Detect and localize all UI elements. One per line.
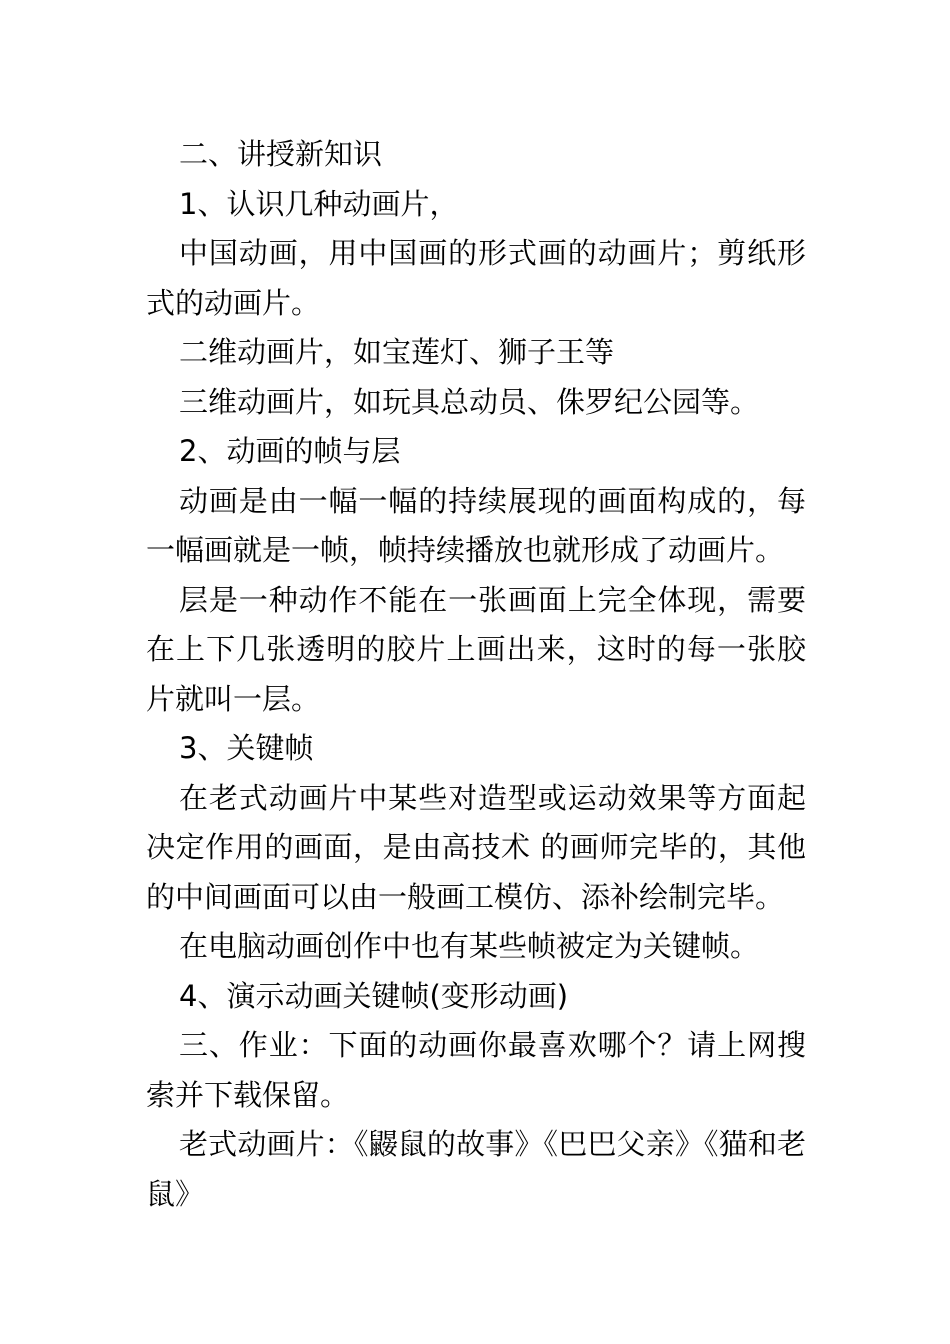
section-heading-homework: 三、作业：下面的动画你最喜欢哪个？请上网搜索并下载保留。 bbox=[146, 1028, 806, 1112]
item-heading-demo: 4、演示动画关键帧(变形动画) bbox=[179, 978, 569, 1013]
paragraph-frame-definition: 动画是由一幅一幅的持续展现的画面构成的，每一幅画就是一帧，帧持续播放也就形成了动画片。 bbox=[146, 483, 806, 567]
item-heading-frames-layers: 2、动画的帧与层 bbox=[179, 434, 401, 468]
paragraph-2d-animation: 二维动画片，如宝莲灯、狮子王等 bbox=[179, 335, 615, 369]
item-heading-animation-types: 1、认识几种动画片， bbox=[179, 186, 459, 221]
paragraph-3d-animation: 三维动画片，如玩具总动员、侏罗纪公园等。 bbox=[179, 384, 760, 419]
paragraph-classic-cartoons: 老式动画片：《鼹鼠的故事》《巴巴父亲》《猫和老鼠》 bbox=[146, 1127, 806, 1211]
paragraph-keyframe-computer: 在电脑动画创作中也有某些帧被定为关键帧。 bbox=[179, 929, 760, 963]
section-heading-new-knowledge: 二、讲授新知识 bbox=[179, 137, 383, 171]
document-body bbox=[146, 130, 806, 1219]
paragraph-layer-definition: 层是一种动作不能在一张画面上完全体现，需要在上下几张透明的胶片上画出来，这时的每一张胶片就叫一层。 bbox=[146, 582, 806, 716]
item-heading-keyframe: 3、关键帧 bbox=[179, 731, 314, 765]
paragraph-chinese-animation: 中国动画，用中国画的形式画的动画片；剪纸形式的动画片。 bbox=[146, 236, 806, 320]
paragraph-keyframe-traditional: 在老式动画片中某些对造型或运动效果等方面起决定作用的画面，是由高技术 的画师完毕的，其他的中间画面可以由一般画工模仿、添补绘制完毕。 bbox=[146, 780, 806, 914]
